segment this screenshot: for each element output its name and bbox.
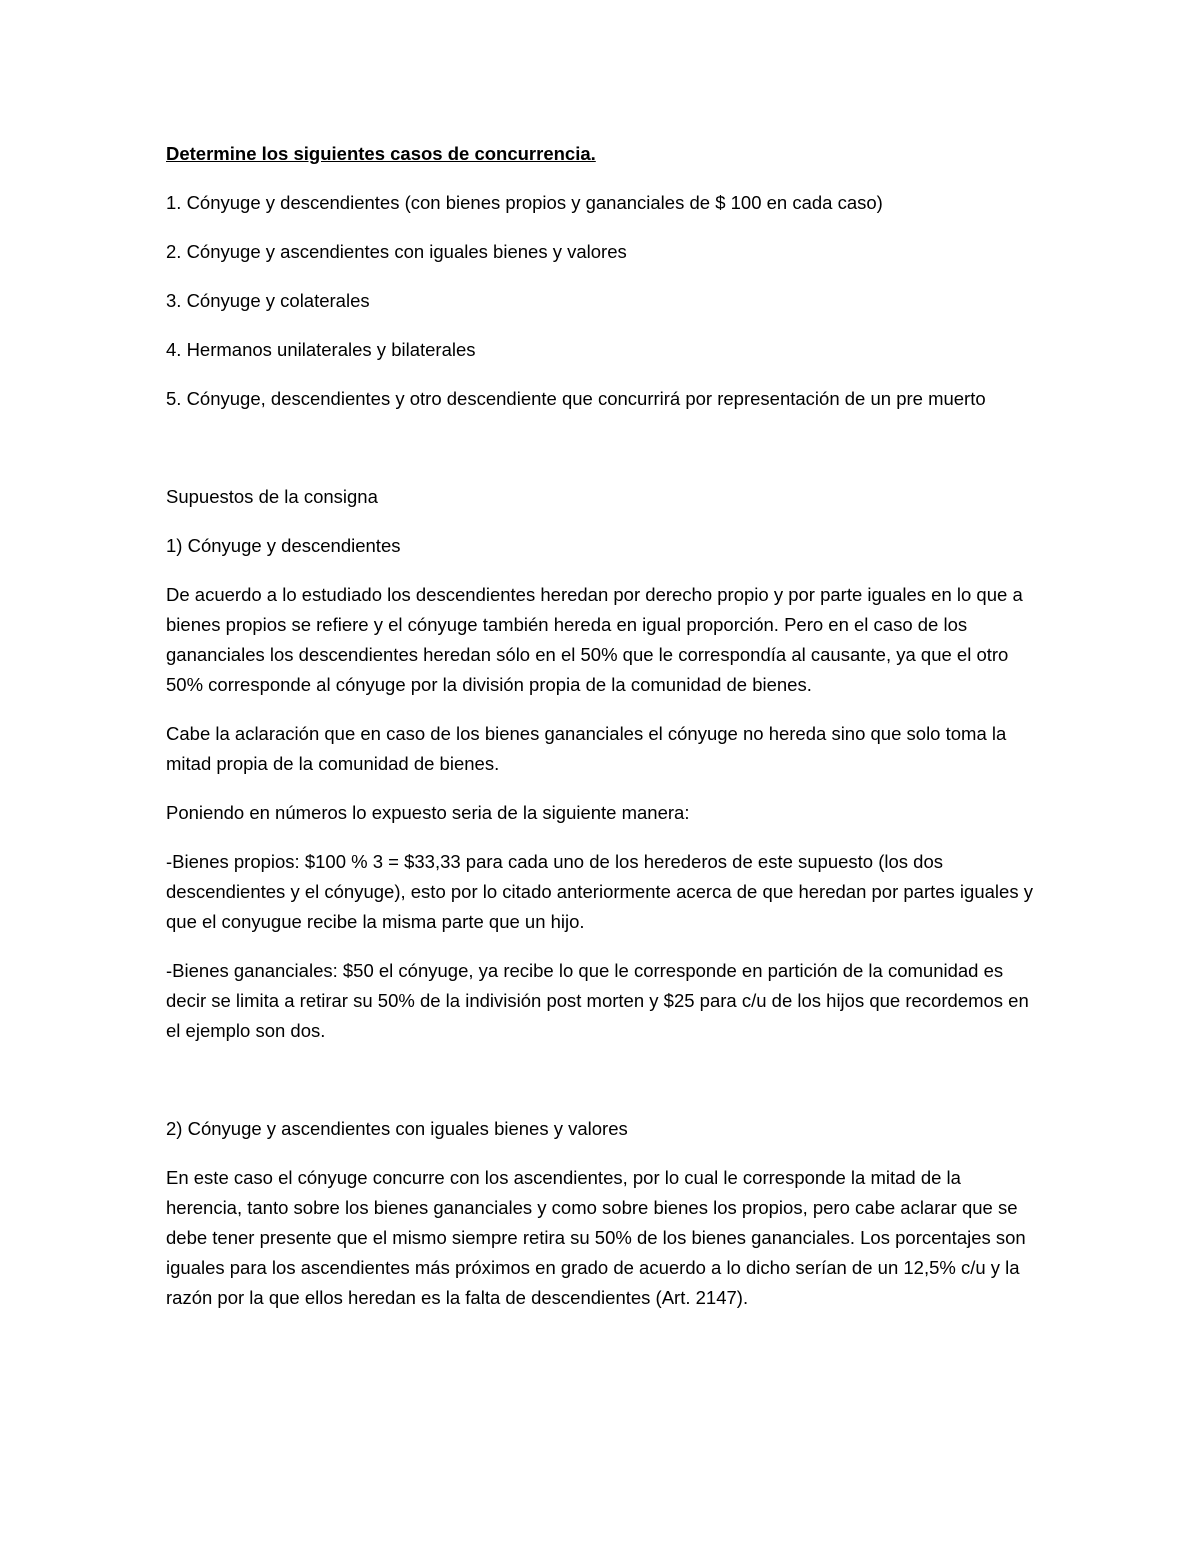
case2-paragraph-1: En este caso el cónyuge concurre con los ascendientes, por lo cual le corresponde la mitad de la herencia, tanto sobre los bienes gananciales y como sobre bienes los propios, pero cabe aclarar que se debe tener presente que el mismo siempre retira su 50% de los bienes gananciales. Los porcentajes son iguales para los ascendientes más próximos en grado de acuerdo a lo dicho serían de un 12,5% c/u y la razón por la que ellos heredan es la falta de descendientes (Art. 2147). [166, 1167, 1026, 1308]
section-heading: Supuestos de la consigna [166, 486, 378, 507]
list-item-5: 5. Cónyuge, descendientes y otro descendiente que concurrirá por representación de un pre muerto [166, 388, 986, 409]
section-spacer [166, 433, 1038, 482]
case1-paragraph-5: -Bienes gananciales: $50 el cónyuge, ya recibe lo que le corresponde en partición de la comunidad es decir se limita a retirar su 50% de la indivisión post morten y $25 para c/u de los hijos que recordemos en el ejemplo son dos. [166, 960, 1029, 1041]
case1-paragraph-3: Poniendo en números lo expuesto seria de la siguiente manera: [166, 802, 690, 823]
case1-heading: 1) Cónyuge y descendientes [166, 535, 401, 556]
section-spacer-2 [166, 1065, 1038, 1114]
case1-paragraph-4: -Bienes propios: $100 % 3 = $33,33 para cada uno de los herederos de este supuesto (los dos descendientes y el cónyuge), esto por lo citado anteriormente acerca de que heredan por partes iguales y que el conyugue recibe la misma parte que un hijo. [166, 851, 1033, 932]
case1-paragraph-1: De acuerdo a lo estudiado los descendientes heredan por derecho propio y por parte iguales en lo que a bienes propios se refiere y el cónyuge también hereda en igual proporción. Pero en el caso de los gananciales los descendientes heredan sólo en el 50% que le correspondía al causante, ya que el otro 50% corresponde al cónyuge por la división propia de la comunidad de bienes. [166, 584, 1023, 695]
document-body [166, 139, 1038, 1332]
list-item-1: 1. Cónyuge y descendientes (con bienes propios y gananciales de $ 100 en cada caso) [166, 192, 883, 213]
case2-heading: 2) Cónyuge y ascendientes con iguales bienes y valores [166, 1118, 628, 1139]
list-item-2: 2. Cónyuge y ascendientes con iguales bienes y valores [166, 241, 627, 262]
document-title: Determine los siguientes casos de concurrencia. [166, 143, 596, 164]
list-item-3: 3. Cónyuge y colaterales [166, 290, 370, 311]
list-item-4: 4. Hermanos unilaterales y bilaterales [166, 339, 476, 360]
case1-paragraph-2: Cabe la aclaración que en caso de los bienes gananciales el cónyuge no hereda sino que solo toma la mitad propia de la comunidad de bienes. [166, 723, 1007, 774]
